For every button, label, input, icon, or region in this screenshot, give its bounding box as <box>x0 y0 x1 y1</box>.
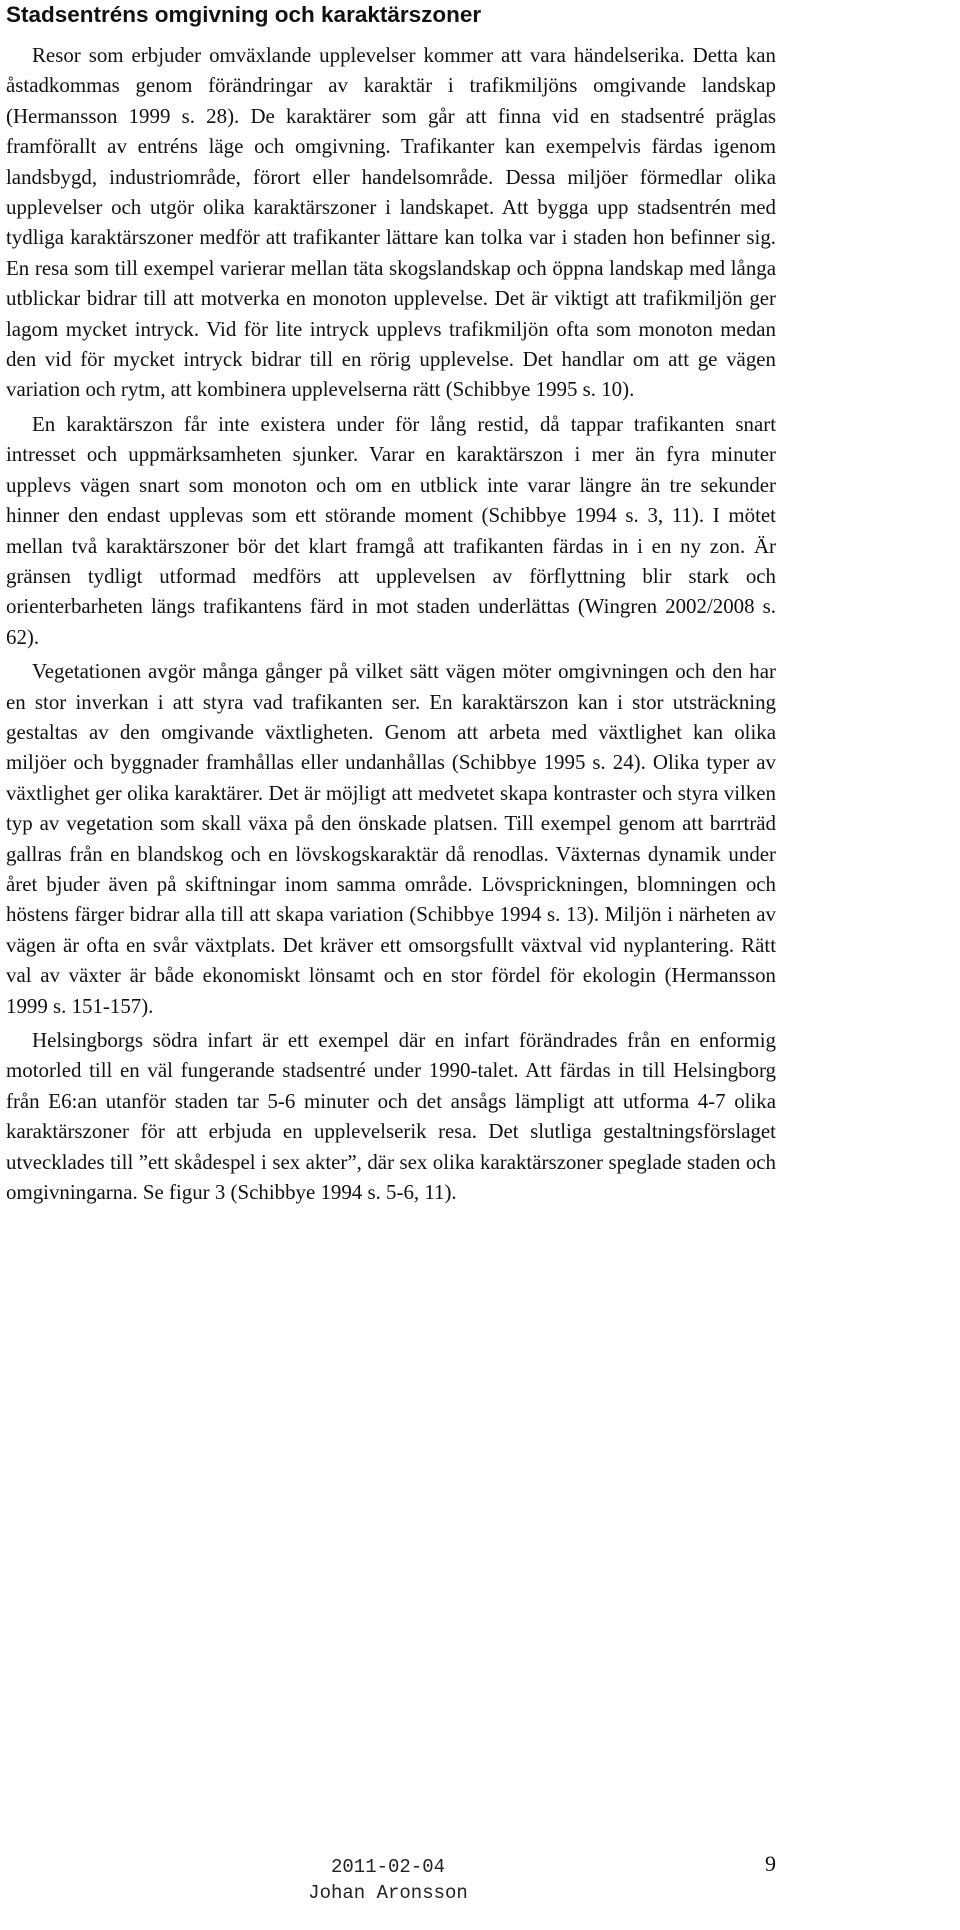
footer-date: 2011-02-04 <box>330 1856 446 1878</box>
paragraph: En karaktärszon får inte existera under för lång restid, då tappar trafikanten snart intresset och uppmärksamheten sjunker. Varar en karaktärszon i mer än fyra minuter upplevs vägen snart som monoton och om en utblick inte varar längre än tre sekunder hinner den endast upplevas som ett störande moment (Schibbye 1994 s. 3, 11). I mötet mellan två karaktärszoner bör det klart framgå att trafikanten färdas in i en ny zon. Är gränsen tydligt utformad medförs att upplevelsen av förflyttning blir stark och orienterbarheten längs trafikantens färd in mot staden underlättas (Wingren 2002/2008 s. 62). <box>6 411 776 649</box>
page-number: 9 <box>765 1851 776 1876</box>
footer-author: Johan Aronsson <box>308 1882 468 1904</box>
paragraph: Helsingborgs södra infart är ett exempel där en infart förändrades från en enformig motorled till en väl fungerande stadsentré under 1990-talet. Att färdas in till Helsingborg från E6:an utanför staden tar 5-6 minuter och det ansågs lämpligt att utforma 4-7 olika karaktärszoner för att erbjuda en upplevelserik resa. Det slutliga gestaltningsförslaget utvecklades till ”ett skådespel i sex akter”, där sex olika karaktärszoner speglade staden och omgivningarna. Se figur 3 (Schibbye 1994 s. 5-6, 11). <box>6 1028 776 1205</box>
section-heading: Stadsentréns omgivning och karaktärszoner <box>6 2 482 27</box>
paragraph: Vegetationen avgör många gånger på vilket sätt vägen möter omgivningen och den har en stor inverkan i att styra vad trafikanten ser. En karaktärszon kan i stor utsträckning gestaltas av den omgivande växtligheten. Genom att arbeta med växtlighet kan olika miljöer och byggnader framhållas eller undanhållas (Schibbye 1995 s. 24). Olika typer av växtlighet ger olika karaktärer. Det är möjligt att medvetet skapa kontraster och styra vilken typ av vegetation som skall växa på den önskade platsen. Till exempel genom att barrträd gallras från en blandskog och en lövskogskaraktär då renodlas. Växternas dynamik under året bjuder även på skiftningar inom samma område. Lövsprickningen, blomningen och höstens färger bidrar alla till att skapa variation (Schibbye 1994 s. 13). Miljön i närheten av vägen är ofta en svår växtplats. Det kräver ett omsorgsfullt växtval vid nyplantering. Rätt val av växter är både ekonomiskt lönsamt och en stor fördel för ekologin (Hermansson 1999 s. 151-157). <box>6 659 776 1018</box>
paragraph: Resor som erbjuder omväxlande upplevelser kommer att vara händelserika. Detta kan åstadkommas genom förändringar av karaktär i trafikmiljöns omgivande landskap (Hermansson 1999 s. 28). De karaktärer som går att finna vid en stadsentré präglas framförallt av entréns läge och omgivning. Trafikanter kan exempelvis färdas igenom landsbygd, industriområde, förort eller handelsområde. Dessa miljöer förmedlar olika upplevelser och utgör olika karaktärszoner i landskapet. Att bygga upp stadsentrén med tydliga karaktärszoner medför att trafikanter lättare kan tolka var i staden hon befinner sig. En resa som till exempel varierar mellan täta skogslandskap och öppna landskap med långa utblickar bidrar till att motverka en monoton upplevelse. Det är viktigt att trafikmiljön ger lagom mycket intryck. Vid för lite intryck upplevs trafikmiljön ofta som monoton medan den vid för mycket intryck bidrar till en rörig upplevelse. Det handlar om att ge vägen variation och rytm, att kombinera upplevelserna rätt (Schibbye 1995 s. 10). <box>6 43 776 402</box>
body-text <box>6 40 776 1211</box>
